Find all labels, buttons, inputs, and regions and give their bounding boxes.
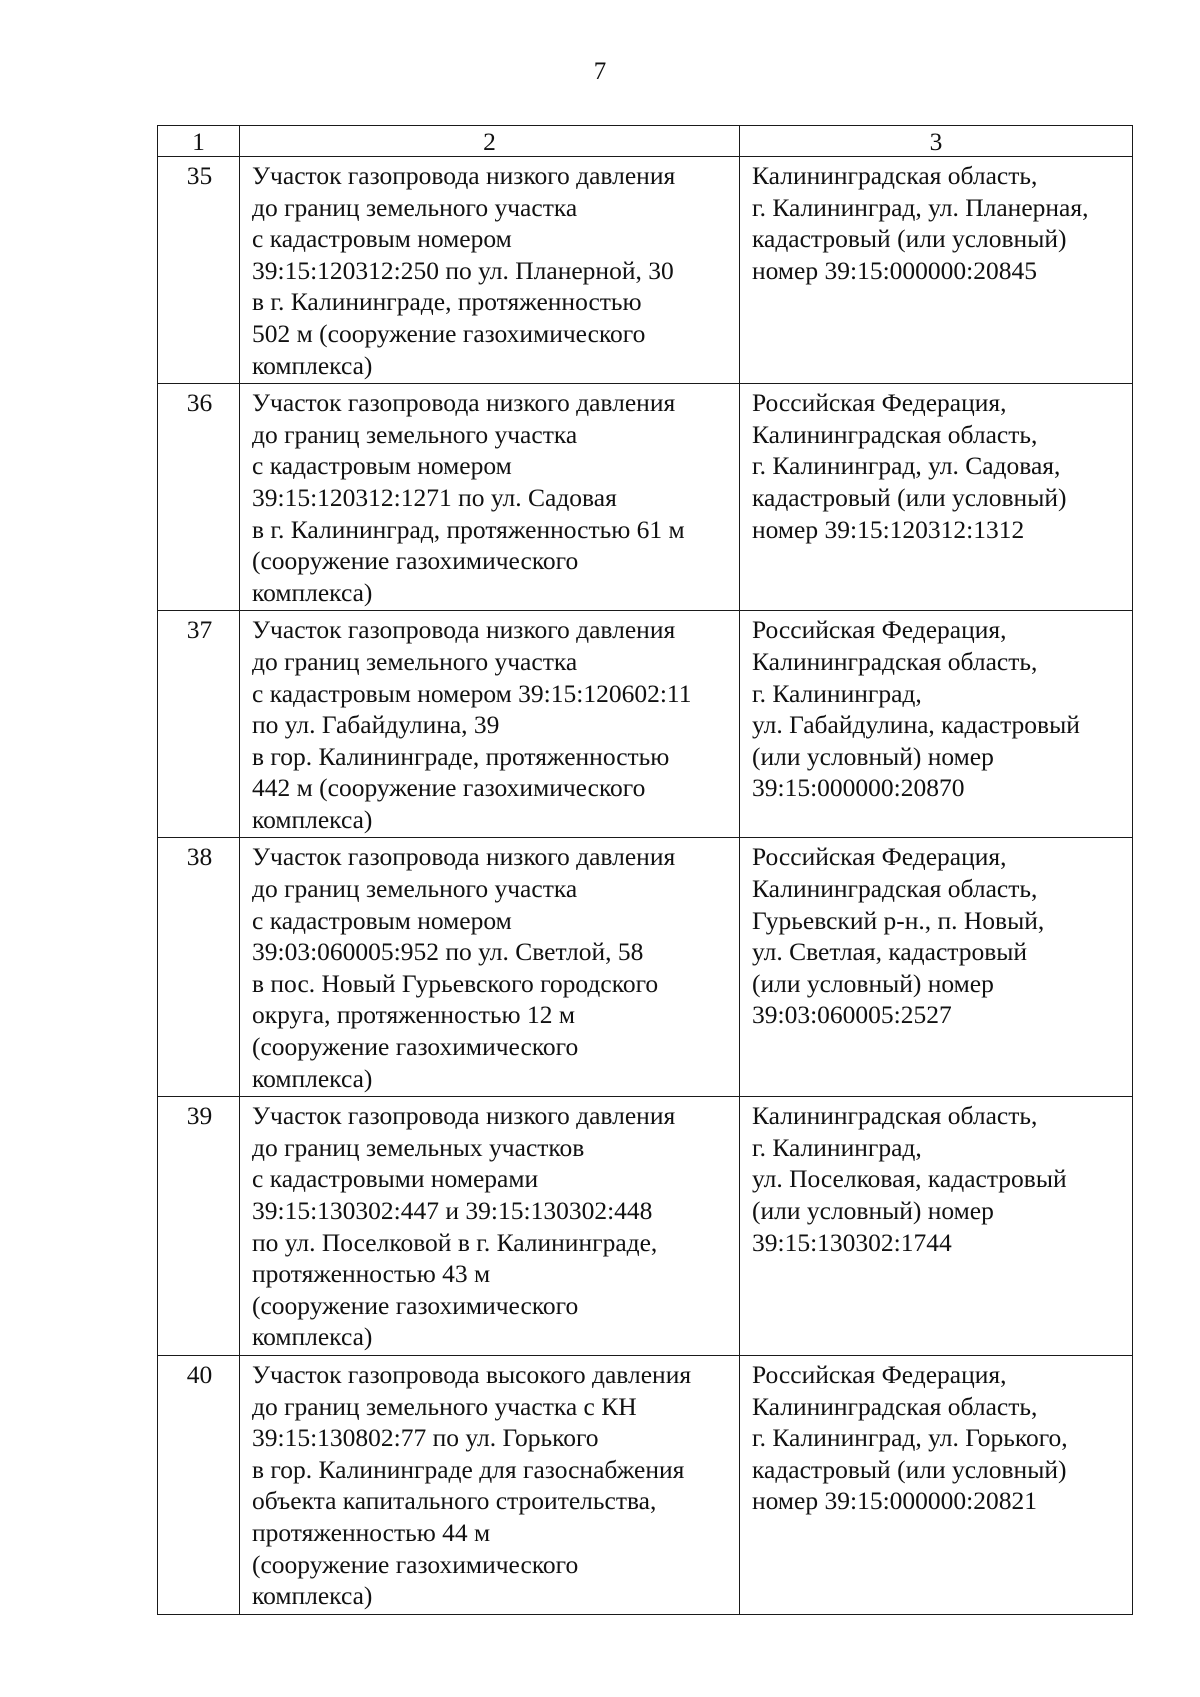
description-line: 39:15:130802:77 по ул. Горького (252, 1423, 599, 1453)
description-line: комплекса) (252, 1581, 373, 1611)
address-line: (или условный) номер (752, 741, 994, 771)
description-line: Участок газопровода низкого давления (252, 1101, 676, 1131)
description-line: (сооружение газохимического (252, 546, 579, 576)
description-line: в г. Калининград, протяженностью 61 м (252, 514, 685, 544)
description-line: до границ земельных участков (252, 1132, 585, 1162)
object-description (240, 838, 740, 1097)
row-number: 37 (158, 611, 240, 838)
description-line: 39:15:120312:250 по ул. Планерной, 30 (252, 255, 674, 285)
object-description (240, 1355, 740, 1614)
object-address (740, 1097, 1133, 1356)
description-line: до границ земельного участка с КН (252, 1391, 637, 1421)
description-line: до границ земельного участка (252, 646, 578, 676)
address-line: Российская Федерация, (752, 615, 1007, 645)
description-line: протяженностью 44 м (252, 1517, 491, 1547)
description-line: до границ земельного участка (252, 419, 578, 449)
description-line: с кадастровым номером (252, 224, 512, 254)
address-line: 39:15:130302:1744 (752, 1227, 952, 1257)
address-line: Калининградская область, (752, 161, 1038, 190)
description-line: 502 м (сооружение газохимического (252, 318, 646, 348)
object-address (740, 838, 1133, 1097)
address-line: номер 39:15:120312:1312 (752, 514, 1025, 544)
address-line: г. Калининград, ул. Планерная, (752, 192, 1089, 222)
description-line: по ул. Габайдулина, 39 (252, 710, 500, 740)
column-header-number: 1 (158, 126, 240, 157)
description-line: (сооружение газохимического (252, 1032, 579, 1062)
object-address (740, 611, 1133, 838)
object-description (240, 611, 740, 838)
table-header-row (158, 126, 1133, 157)
address-line: ул. Поселковая, кадастровый (752, 1164, 1067, 1194)
address-line: Российская Федерация, (752, 388, 1007, 418)
description-line: Участок газопровода низкого давления (252, 615, 676, 645)
page-number: 7 (593, 58, 607, 85)
description-line: комплекса) (252, 1322, 373, 1352)
table-row (158, 157, 1133, 384)
row-number: 38 (158, 838, 240, 1097)
description-line: до границ земельного участка (252, 192, 578, 222)
address-line: Калининградская область, (752, 1101, 1038, 1131)
object-address (740, 157, 1133, 384)
description-line: 39:03:060005:952 по ул. Светлой, 58 (252, 937, 644, 967)
address-line: г. Калининград, (752, 1132, 922, 1162)
object-address (740, 1355, 1133, 1614)
address-line: кадастровый (или условный) (752, 1454, 1067, 1484)
description-line: в пос. Новый Гурьевского городского (252, 968, 659, 998)
address-line: г. Калининград, ул. Садовая, (752, 451, 1061, 481)
row-number: 39 (158, 1097, 240, 1356)
address-line: Российская Федерация, (752, 1359, 1007, 1389)
description-line: (сооружение газохимического (252, 1290, 579, 1320)
description-line: комплекса) (252, 577, 373, 607)
object-description (240, 384, 740, 611)
description-line: 442 м (сооружение газохимического (252, 773, 646, 803)
address-line: (или условный) номер (752, 968, 994, 998)
description-line: Участок газопровода высокого давления (252, 1359, 692, 1389)
address-line: Калининградская область, (752, 1391, 1038, 1421)
object-description (240, 1097, 740, 1356)
description-line: Участок газопровода низкого давления (252, 842, 676, 872)
row-number: 36 (158, 384, 240, 611)
address-line: 39:15:000000:20870 (752, 773, 965, 803)
description-line: с кадастровым номером (252, 905, 512, 935)
object-address (740, 384, 1133, 611)
table-body (158, 157, 1133, 1615)
address-line: Калининградская область, (752, 646, 1038, 676)
address-line: кадастровый (или условный) (752, 482, 1067, 512)
description-line: в гор. Калининграде для газоснабжения (252, 1454, 685, 1484)
description-line: с кадастровым номером 39:15:120602:11 (252, 678, 692, 708)
description-line: комплекса) (252, 804, 373, 834)
description-line: комплекса) (252, 1063, 373, 1093)
address-line: г. Калининград, (752, 678, 922, 708)
table-row (158, 1097, 1133, 1356)
row-number: 40 (158, 1355, 240, 1614)
table-row (158, 611, 1133, 838)
address-line: г. Калининград, ул. Горького, (752, 1423, 1068, 1453)
column-header-description: 2 (240, 126, 740, 157)
description-line: округа, протяженностью 12 м (252, 1000, 575, 1030)
address-line: номер 39:15:000000:20845 (752, 255, 1037, 285)
description-line: комплекса) (252, 350, 373, 380)
column-header-address: 3 (740, 126, 1133, 157)
description-line: до границ земельного участка (252, 874, 578, 904)
description-line: Участок газопровода низкого давления (252, 161, 676, 190)
description-line: по ул. Поселковой в г. Калининграде, (252, 1227, 658, 1257)
address-line: Калининградская область, (752, 419, 1038, 449)
table-row (158, 384, 1133, 611)
registry-table (157, 125, 1133, 1615)
address-line: Гурьевский р-н., п. Новый, (752, 905, 1045, 935)
object-description (240, 157, 740, 384)
address-line: Калининградская область, (752, 874, 1038, 904)
description-line: объекта капитального строительства, (252, 1486, 657, 1516)
address-line: номер 39:15:000000:20821 (752, 1486, 1037, 1516)
description-line: с кадастровым номером (252, 451, 512, 481)
address-line: ул. Габайдулина, кадастровый (752, 710, 1080, 740)
description-line: в г. Калининграде, протяженностью (252, 287, 642, 317)
address-line: 39:03:060005:2527 (752, 1000, 952, 1030)
address-line: ул. Светлая, кадастровый (752, 937, 1028, 967)
description-line: 39:15:130302:447 и 39:15:130302:448 (252, 1196, 653, 1225)
row-number: 35 (158, 157, 240, 384)
description-line: в гор. Калининграде, протяженностью (252, 741, 670, 771)
description-line: (сооружение газохимического (252, 1549, 579, 1579)
table-row (158, 1355, 1133, 1614)
description-line: с кадастровыми номерами (252, 1164, 539, 1194)
description-line: Участок газопровода низкого давления (252, 388, 676, 418)
table-row (158, 838, 1133, 1097)
address-line: кадастровый (или условный) (752, 224, 1067, 254)
description-line: 39:15:120312:1271 по ул. Садовая (252, 482, 617, 512)
address-line: (или условный) номер (752, 1196, 994, 1225)
description-line: протяженностью 43 м (252, 1259, 491, 1289)
address-line: Российская Федерация, (752, 842, 1007, 872)
